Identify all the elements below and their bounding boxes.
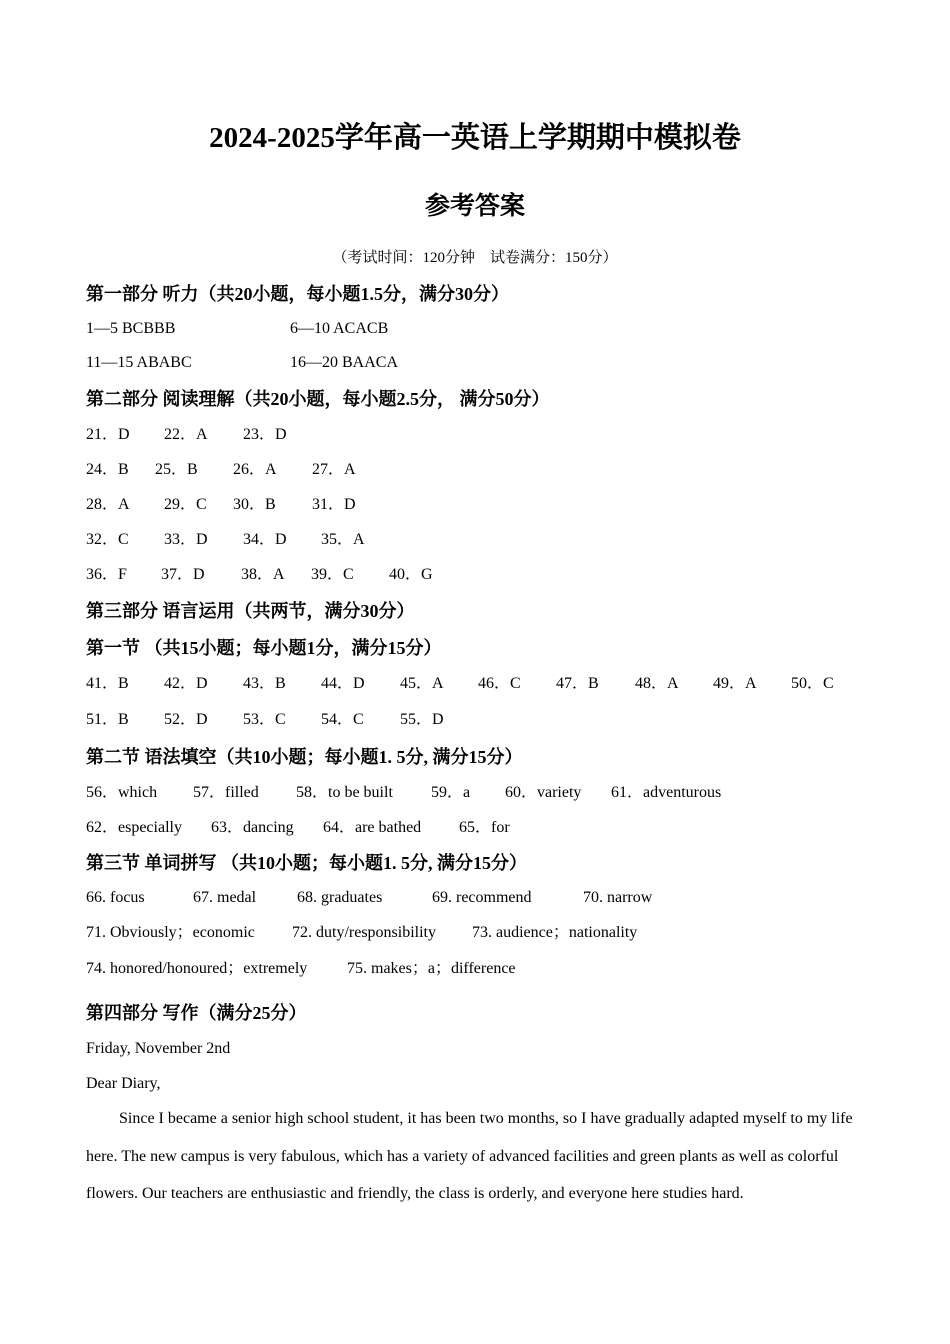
answer-item: 74. honored/honoured；extremely bbox=[86, 960, 308, 977]
answer-item: 28．A bbox=[86, 496, 130, 513]
answer-item: 52．D bbox=[164, 711, 208, 728]
answer-item: 39．C bbox=[311, 566, 354, 583]
answer-group: 16—20 BAACA bbox=[290, 354, 399, 371]
answer-item: 75. makes；a；difference bbox=[347, 960, 516, 977]
answer-item: 34．D bbox=[243, 531, 287, 548]
answer-item: 36．F bbox=[86, 566, 127, 583]
diary-paragraph-text: Since I became a senior high school student, it has been two months, so I have gradually adapted myself to my life here. The new campus is very fabulous, which has a variety of advanced facilities and green plants as well as colorful flowers. Our teachers are enthusiastic and friendly, the class is orderly, and everyone here studies hard. bbox=[86, 1110, 853, 1202]
answer-item: 51．B bbox=[86, 711, 129, 728]
answer-item: 41．B bbox=[86, 675, 129, 692]
answer-group: 6—10 ACACB bbox=[290, 320, 389, 337]
answer-item: 62．especially bbox=[86, 819, 182, 836]
answer-item: 48．A bbox=[635, 675, 679, 692]
diary-date: Friday, November 2nd bbox=[86, 1040, 231, 1057]
answer-item: 53．C bbox=[243, 711, 286, 728]
answer-group: 11—15 ABABC bbox=[86, 354, 192, 371]
answer-item: 29．C bbox=[164, 496, 207, 513]
answer-item: 65．for bbox=[459, 819, 510, 836]
part4-heading: 第四部分 写作（满分25分） bbox=[86, 1003, 307, 1023]
answer-item: 58．to be built bbox=[296, 784, 393, 801]
answer-item: 49．A bbox=[713, 675, 757, 692]
part3-heading: 第三部分 语言运用（共两节，满分30分） bbox=[86, 601, 415, 621]
exam-info: （考试时间：120分钟 试卷满分：150分） bbox=[332, 250, 618, 266]
answer-item: 33．D bbox=[164, 531, 208, 548]
answer-item: 24．B bbox=[86, 461, 129, 478]
answer-item: 61．adventurous bbox=[611, 784, 722, 801]
document-subtitle: 参考答案 bbox=[424, 193, 525, 220]
answer-item: 50．C bbox=[791, 675, 834, 692]
answer-item: 37．D bbox=[161, 566, 205, 583]
answer-item: 40．G bbox=[389, 566, 433, 583]
answer-item: 25．B bbox=[155, 461, 198, 478]
answer-item: 57．filled bbox=[193, 784, 259, 801]
answer-item: 72. duty/responsibility bbox=[292, 924, 436, 941]
document-title: 2024-2025学年高一英语上学期期中模拟卷 bbox=[209, 122, 741, 154]
answer-item: 47．B bbox=[556, 675, 599, 692]
answer-item: 71. Obviously；economic bbox=[86, 924, 255, 941]
part3-section3-heading: 第三节 单词拼写 （共10小题；每小题1. 5分, 满分15分） bbox=[86, 853, 527, 873]
part1-heading: 第一部分 听力（共20小题，每小题1.5分，满分30分） bbox=[86, 284, 509, 304]
answer-item: 56．which bbox=[86, 784, 158, 801]
part3-section1-heading: 第一节 （共15小题；每小题1分，满分15分） bbox=[86, 638, 442, 658]
answer-item: 64．are bathed bbox=[323, 819, 422, 836]
answer-item: 23．D bbox=[243, 426, 287, 443]
answer-item: 42．D bbox=[164, 675, 208, 692]
answer-item: 32．C bbox=[86, 531, 129, 548]
answer-item: 70. narrow bbox=[583, 889, 653, 906]
answer-item: 21．D bbox=[86, 426, 130, 443]
answer-item: 30．B bbox=[233, 496, 276, 513]
answer-item: 45．A bbox=[400, 675, 444, 692]
answer-item: 27．A bbox=[312, 461, 356, 478]
answer-item: 69. recommend bbox=[432, 889, 532, 906]
answer-item: 63．dancing bbox=[211, 819, 294, 836]
diary-greeting: Dear Diary, bbox=[86, 1075, 161, 1092]
answer-item: 22．A bbox=[164, 426, 208, 443]
answer-item: 67. medal bbox=[193, 889, 257, 906]
answer-item: 31．D bbox=[312, 496, 356, 513]
answer-group: 1—5 BCBBB bbox=[86, 320, 176, 337]
diary-paragraph bbox=[86, 1100, 864, 1213]
answer-item: 44．D bbox=[321, 675, 365, 692]
part3-section2-heading: 第二节 语法填空（共10小题；每小题1. 5分, 满分15分） bbox=[86, 747, 523, 767]
answer-item: 60．variety bbox=[505, 784, 582, 801]
answer-item: 38．A bbox=[241, 566, 285, 583]
answer-item: 55．D bbox=[400, 711, 444, 728]
answer-item: 68. graduates bbox=[297, 889, 383, 906]
answer-item: 59．a bbox=[431, 784, 471, 801]
part2-heading: 第二部分 阅读理解（共20小题，每小题2.5分， 满分50分） bbox=[86, 389, 550, 409]
answer-item: 43．B bbox=[243, 675, 286, 692]
answer-item: 54．C bbox=[321, 711, 364, 728]
answer-item: 35．A bbox=[321, 531, 365, 548]
answer-item: 46．C bbox=[478, 675, 521, 692]
answer-item: 73. audience；nationality bbox=[472, 924, 638, 941]
answer-item: 66. focus bbox=[86, 889, 145, 906]
answer-item: 26．A bbox=[233, 461, 277, 478]
